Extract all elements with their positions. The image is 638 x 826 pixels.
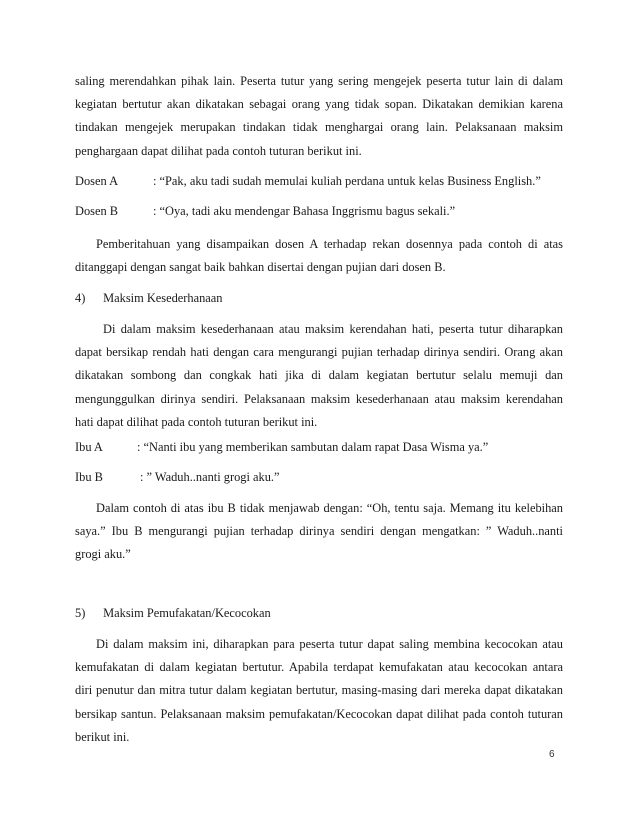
text-line: dikatakan sombong dan congkak hati jika di dalam kegiatan bertutur selalu memuji dan: [75, 368, 563, 383]
utterance: : ” Waduh..nanti grogi aku.”: [140, 470, 280, 484]
utterance: : “Pak, aku tadi sudah memulai kuliah perdana untuk kelas Business English.”: [153, 174, 541, 188]
heading-title: Maksim Pemufakatan/Kecocokan: [103, 606, 271, 620]
heading-number: 4): [75, 291, 86, 305]
paragraph-pemufakatan: [75, 633, 563, 749]
page-number: 6: [549, 749, 555, 760]
text-line: mengunggulkan dirinya sendiri. Pelaksanaan maksim kesederhanaan atau maksim kerendahan: [75, 391, 563, 406]
text-line: berikut ini.: [75, 729, 130, 744]
speaker-label: Ibu A: [75, 440, 103, 454]
paragraph-analysis: [75, 497, 563, 567]
heading-title: Maksim Kesederhanaan: [103, 291, 223, 305]
text-line: penghargaan dapat dilihat pada contoh tuturan berikut ini.: [75, 143, 362, 158]
utterance: : “Oya, tadi aku mendengar Bahasa Inggrismu bagus sekali.”: [153, 204, 456, 218]
text-line: kegiatan bertutur akan dikatakan sebagai orang yang tidak sopan. Dikatakan demikian karena: [75, 97, 563, 112]
text-line: hati dapat dilihat pada contoh tuturan berikut ini.: [75, 414, 318, 429]
text-line: dapat bersikap rendah hati dengan cara mengurangi pujian terhadap dirinya sendiri. Orang akan: [75, 345, 563, 360]
text-line: saya.” Ibu B mengurangi pujian terhadap dirinya sendiri dengan mengatkan: ” Waduh..nanti: [75, 524, 563, 539]
section-heading: [75, 291, 223, 306]
speaker-label: Dosen B: [75, 204, 119, 218]
text-line: ditanggapi dengan sangat baik bahkan disertai dengan pujian dari dosen B.: [75, 260, 446, 275]
text-line: kemufakatan di dalam kegiatan bertutur. Apabila terdapat kemufakatan atau kecocokan antara: [75, 660, 563, 675]
text-line: Dalam contoh di atas ibu B tidak menjawab dengan: “Oh, tentu saja. Memang itu kelebihan: [96, 501, 563, 515]
text-line: diri penutur dan mitra tutur dalam kegiatan bertutur, masing-masing dari mereka dapat dikatakan: [75, 683, 563, 698]
text-line: Di dalam maksim ini, diharapkan para peserta tutur dapat saling membina kecocokan atau: [96, 637, 563, 651]
text-line: saling merendahkan pihak lain. Peserta tutur yang sering mengejek peserta tutur lain di dalam: [75, 74, 563, 88]
utterance: : “Nanti ibu yang memberikan sambutan dalam rapat Dasa Wisma ya.”: [137, 440, 489, 454]
paragraph-penghargaan: [75, 70, 563, 163]
paragraph-kesederhanaan: [75, 318, 563, 434]
paragraph-explanation: [75, 233, 563, 279]
text-line: Di dalam maksim kesederhanaan atau maksim kerendahan hati, peserta tutur diharapkan: [103, 322, 563, 336]
text-line: Pemberitahuan yang disampaikan dosen A terhadap rekan dosennya pada contoh di atas: [96, 237, 563, 251]
speaker-label: Dosen A: [75, 174, 119, 188]
speaker-label: Ibu B: [75, 470, 103, 484]
section-heading: [75, 606, 271, 621]
text-line: bersikap santun. Pelaksanaan maksim pemufakatan/Kecocokan dapat dilihat pada contoh tuturan: [75, 706, 563, 721]
text-line: tindakan mengejek merupakan tindakan tidak menghargai orang lain. Pelaksanaan maksim: [75, 120, 563, 135]
heading-number: 5): [75, 606, 86, 620]
text-line: grogi aku.”: [75, 547, 131, 562]
